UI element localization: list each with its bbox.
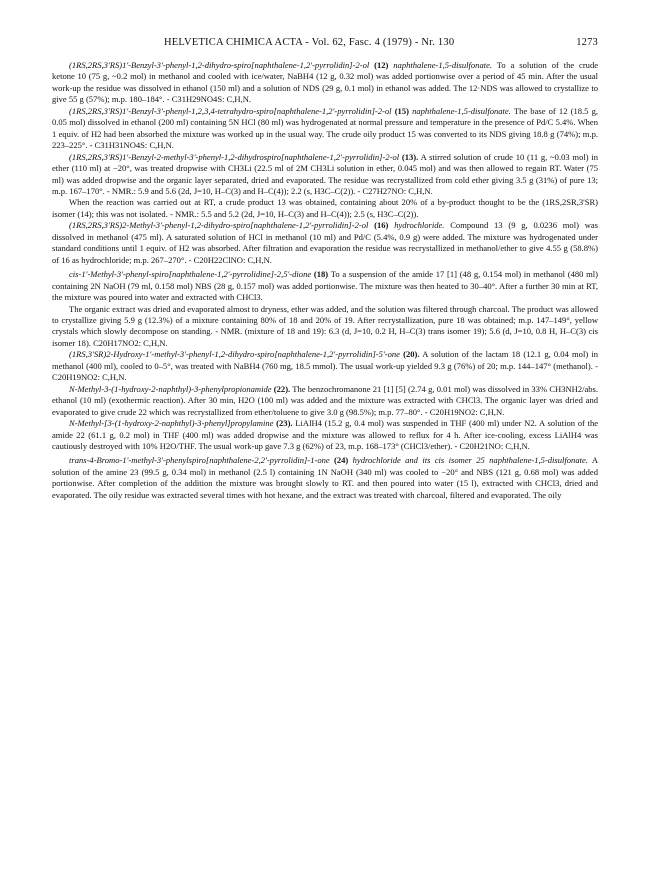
paragraph-compound-20 [52,349,598,383]
compound-title: (1RS,2RS,3'RS)1'-Benzyl-2-methyl-3'-phenyl-1,2-dihydrospiro[naphthalene-1,2'-pyrrolidin]-2-ol [69,151,400,162]
compound-number: (18) [313,269,329,280]
paragraph-text: The base of 12 (18.5 g, 0.05 mol) dissolved in ethanol (200 ml) containing 5N HCl (80 ml) was hydrogenated at normal pressure and temperature in the presence of Pd/C 5.4%. When 1 equiv. of H2 had been absorbed the mixture was worked up in the usual way. The crude oily product 15 was converted to its NDS giving 18.8 g (74%); m.p. 223–225°. - C31H31NO4S: C,H,N. [52,105,598,151]
paragraph-compound-12 [52,60,598,106]
paragraph-text: The organic extract was dried and evaporated almost to dryness, ether was added, and the solution was filtered through charcoal. The product was allowed to crystallize giving 5.9 g (12.3%) of a mixture containing 80% of 18 and 20% of 19. After recrystallization, pure 18 was obtained; m.p. 147–149°, yellow crystals which slowly decompose on standing. - NMR. (mixture of 18 and 19): 6.3 (d, J=10, 0.2 H, H–C(3) trans isomer 19); 5.6 (d, J=10, 0.8 H, H–C(3) cis isomer 18). C20H17NO2: C,H,N. [52,303,598,348]
paragraph-text: When the reaction was carried out at RT, a crude product 13 was obtained, containing about 20% of a by-product thought to be the (1RS,2SR,3'SR) isomer (14); this was not isolated. - NMR.: 5.5 and 5.2 (2d, J=10, H–C(3) and H–C(4)); 2.5 (s, H3C–C(2)). [52,197,598,219]
paragraph-compound-24 [52,455,598,501]
compound-title: (1RS,2RS,3'RS)1'-Benzyl-3'-phenyl-1,2-dihydro-spiro[naphthalene-1,2'-pyrrolidin]-2-ol [69,60,370,70]
paragraph-compound-13 [52,152,598,198]
paragraph-compound-22 [52,384,598,418]
compound-title: trans-4-Bromo-1'-methyl-3'-phenylspiro[naphthalene-2,2'-pyrrolidin]-1-one [69,455,330,466]
compound-number: (22). [273,383,291,394]
compound-title: (1RS,2RS,3'RS)2-Methyl-3'-phenyl-1,2-dihydro-spiro[naphthalene-1,2'-pyrrolidin]-2-ol [69,220,369,231]
compound-title: (1RS,3'SR)2-Hydroxy-1'-methyl-3'-phenyl-1,2-dihydro-spiro[naphthalene-1,2'-pyrrolidin]-5'-one [69,349,400,360]
paragraph-compound-16 [52,220,598,266]
paragraph-text: Compound 13 (9 g, 0.0236 mol) was dissolved in methanol (475 ml). A saturated solution of HCl in methanol (10 ml) and Pd/C (5.4%, 0.9 g) were added. The mixture was hydrogenated under standard conditions until 1 equiv. of H2 was absorbed. After filtration and evaporation the residue was recrystallized in methanol/ether to give 4.55 g (58.8%) of 16 as hydrochloride; m.p. 267–270°. - C20H22ClNO: C,H,N. [52,220,598,265]
compound-number: (23). [276,418,293,429]
paragraph-text: To a solution of the crude ketone 10 (75 g, ~0.2 mol) in methanol and cooled with ice/water, NaBH4 (12 g, 0.32 mol) was added portionwise over a period of 45 min. After the usual work-up the residue was dissolved in ethanol (150 ml) and a solution of NDS (29 g, 0.1 mol) in ethanol was added. The 12·NDS was allowed to crystallize to give 55 g (57%); m.p. 180–184°. - C31H29NO4S: C,H,N. [52,60,599,105]
salt-name: naphthalene-1,5-disulfonate. [412,105,511,116]
paragraph-compound-15 [52,106,598,152]
salt-name: naphthalene-1,5-disulfonate. [393,60,493,70]
paragraph-text: The benzochromanone 21 [1] [5] (2.74 g, 0.01 mol) was dissolved in 33% CH3NH2/abs. ethanol (10 ml) (exothermic reaction). After 30 min, H2O (100 ml) was added and the mixture was extracted with CHCl3. The organic layer was dried and evaporated to give crude 22 which was recrystallized from ether/toluene to give 3.0 g (98.5%); m.p. 77–80°. - C20H19NO2: C,H,N. [52,383,598,417]
paragraph-compound-23 [52,418,598,452]
compound-number: (16) [374,220,389,231]
compound-number: (15) [394,105,409,116]
compound-number: (20). [403,349,420,360]
running-title: HELVETICA CHIMICA ACTA - Vol. 62, Fasc. 4 (1979) - Nr. 130 [164,37,455,48]
salt-name: hydrochloride. [394,220,445,231]
page-number: 1273 [576,37,598,48]
paragraph-text: LiAlH4 (15.2 g, 0.4 mol) was suspended in THF (400 ml) under N2. A solution of the amide 22 (61.1 g, 0.2 mol) in THF (400 ml) was added dropwise and the mixture was allowed to reflux for 4 h. After ice-cooling, excess LiAlH4 was cautiously destroyed with 10% H2O/THF. The usual work-up gave 7.3 g (62%) of 23, m.p. 168–173° (CHCl3/ether). - C20H21NO: C,H,N. [52,418,599,451]
experimental-section [52,60,598,501]
compound-title: (1RS,2RS,3'RS)1'-Benzyl-3'-phenyl-1,2,3,4-tetrahydro-spiro[naphthalene-1,2'-pyrrolidin]-2-ol [69,105,392,116]
compound-title: cis-1'-Methyl-3'-phenyl-spiro[naphthalene-1,2'-pyrrolidine]-2,5'-dione [69,269,312,280]
paragraph-text: A stirred solution of crude 10 (11 g, ~0.03 mol) in ether (110 ml) at −20°, was treated dropwise with CH3Li (22.5 ml of 2M CH3Li solution in ether, 0.045 mol) and was then allowed to regain RT. Water (75 ml) was added dropwise and the organic layer separated, dried and evaporated. The residue was recrystallized from cold ether giving 3.5 g (31%) of pure 13; m.p. 167–170°. - NMR.: 5.9 and 5.6 (2d, J=10, H–C(3) and H–C(4)); 2.2 (s, H3C–C(2)). - C27H27NO: C,H,N. [52,151,598,196]
page-header [52,37,598,51]
paragraph-byproduct-14 [52,197,598,220]
salt-name: hydrochloride and its cis isomer 25 naphthalene-1,5-disulfonate. [352,455,588,466]
compound-number: (12) [374,60,389,70]
compound-title: N-Methyl-[3-(1-hydroxy-2-naphthyl)-3-phenyl]propylamine [69,418,274,429]
paragraph-compound-18 [52,269,598,303]
paragraph-text: A solution of the lactam 18 (12.1 g, 0.04 mol) in methanol (400 ml), cooled to 0–5°, was treated with NaBH4 (760 mg, 18.5 mmol). The usual work-up yielded 9.3 g (76%) of 20; m.p. 144–147° (methanol). - C20H19NO2: C,H,N. [52,349,598,383]
compound-number: (24) [334,455,349,466]
paragraph-text: To a suspension of the amide 17 [1] (48 g, 0.154 mol) in methanol (480 ml) containing 2N NaOH (79 ml, 0.158 mol) NBS (28 g, 0.157 mol) was added portionwise. The mixture was then heated to 30–40°. After a further 30 min at RT, the mixture was poured into water and extracted with CHCl3. [52,269,598,303]
compound-title: N-Methyl-3-(1-hydroxy-2-naphthyl)-3-phenylpropionamide [69,383,272,394]
compound-number: (13). [401,151,419,162]
paragraph-mixture-18-19 [52,304,598,350]
paragraph-text: A solution of the amine 23 (99.5 g, 0.34 mol) in methanol (2.5 l) containing 1N NaOH (340 ml) was cooled to −20° and NBS (121 g, 0.68 mol) was added portionwise. After completion of the addition the mixture was brought slowly to RT. and then poured into water (15 l), extracted with CHCl3, dried and evaporated. The oily residue was extracted several times with hot hexane, and the extract was treated with charcoal, filtered and evaporated. The oily [52,455,599,500]
